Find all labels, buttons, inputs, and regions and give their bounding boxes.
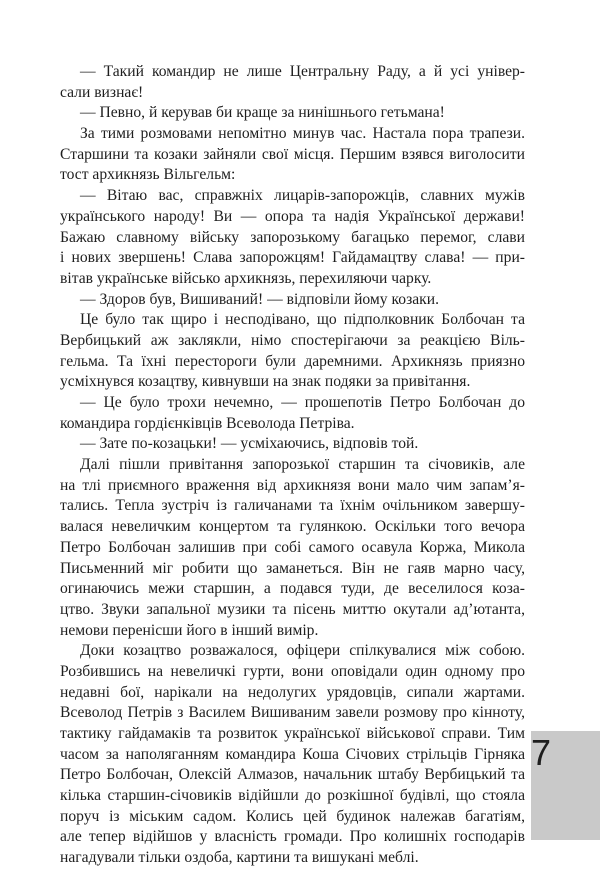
text-line: командира гордієнківців Всеволода Петріва.	[60, 414, 355, 432]
text-line: на тлі приємного враження від архикнязя вони мало чим запам’я-	[60, 476, 525, 494]
text-line: тост архикнязь Вільгельм:	[60, 166, 236, 184]
text-line: — Зате по-козацьки! — усміхаючись, відповів той.	[80, 435, 419, 453]
text-line: Петро Болбочан залишив при собі самого осавула Коржа, Микола	[60, 538, 525, 556]
text-line: Це було так щиро і несподівано, що підполковник Болбочан та	[80, 311, 525, 329]
text-line: українського народу! Ви — опора та надія Української держави!	[60, 207, 525, 225]
text-line: — Такий командир не лише Центральну Раду, а й усі універ-	[80, 63, 525, 80]
text-line: усміхнувся козацтву, кивнувши на знак подяки за привітання.	[60, 373, 471, 391]
page-number-tab	[531, 731, 600, 840]
body-text	[60, 62, 525, 869]
text-line: вітав українське військо архикнязь, перехиляючи чарку.	[60, 269, 432, 287]
text-line: Старшини та козаки зайняли свої місця. Першим взявся виголосити	[60, 145, 525, 163]
text-line: гельма. Та їхні перестороги були даремними. Архикнязь приязно	[60, 352, 525, 370]
text-line: огинаючись межи старшин, а подався туди, де веселилося коза-	[60, 580, 525, 598]
text-line: — Певно, й керував би краще за нинішнього гетьмана!	[80, 104, 445, 122]
text-line: Вербицький аж заклякли, німо спостерігаючи за реакцією Віль-	[60, 331, 525, 349]
text-line: Розбившись на невеличкі гурти, вони оповідали один одному про	[60, 662, 525, 680]
text-line: немови перенісши його в інший вимір.	[60, 621, 319, 639]
text-line: кілька старшин-січовиків відійшли до розкішної будівлі, що стояла	[60, 787, 525, 805]
text-line: сали визнає!	[60, 83, 144, 101]
text-line: цтво. Звуки запальної музики та пісень миттю окутали ад’ютанта,	[60, 600, 525, 618]
text-line: поруч із міським садом. Колись цей будинок належав багатіям,	[60, 807, 525, 825]
text-line: тактику гайдамаків та розвиток української військової справи. Тим	[60, 725, 525, 742]
text-line: Бажаю славному війську запорозькому багацько перемог, слави	[60, 228, 525, 246]
text-line: часом за наполяганням командира Коша Січових стрільців Гірняка	[60, 745, 525, 763]
text-line: але тепер відійшов у власність громади. Про колишніх господарів	[60, 828, 525, 846]
text-line: — Здоров був, Вишиваний! — відповіли йому козаки.	[80, 290, 439, 308]
text-line: недавні бої, нарікали на недолугих урядовців, сипали жартами.	[60, 683, 525, 701]
text-line: Всеволод Петрів з Василем Вишиваним завели розмову про кінноту,	[60, 704, 525, 722]
text-line: За тими розмовами непомітно минув час. Настала пора трапези.	[80, 125, 525, 143]
text-line: Петро Болбочан, Олексій Алмазов, начальник штабу Вербицький та	[60, 766, 525, 784]
text-line: валася невеличким концертом та гулянкою. Оскільки того вечора	[60, 518, 525, 536]
page-number: 7	[531, 732, 552, 773]
text-line: — Вітаю вас, справжніх лицарів-запорожців, славних мужів	[80, 187, 525, 205]
text-line: — Це було трохи нечемно, — прошепотів Петро Болбочан до	[80, 394, 525, 411]
text-line: Письменний міг робити що заманеться. Він не гаяв марно часу,	[60, 559, 525, 577]
text-line: Доки козацтво розважалося, офіцери спілкувалися між собою.	[80, 642, 525, 660]
text-line: і нових звершень! Слава запорожцям! Гайдамацтву слава! — при-	[60, 249, 525, 267]
text-line: тались. Тепла зустріч із галичанами та їхнім очільником завершу-	[60, 497, 525, 515]
text-line: нагадували тільки оздоба, картини та вишукані меблі.	[60, 849, 419, 867]
text-line: Далі пішли привітання запорозької старшин та січовиків, але	[80, 456, 525, 474]
